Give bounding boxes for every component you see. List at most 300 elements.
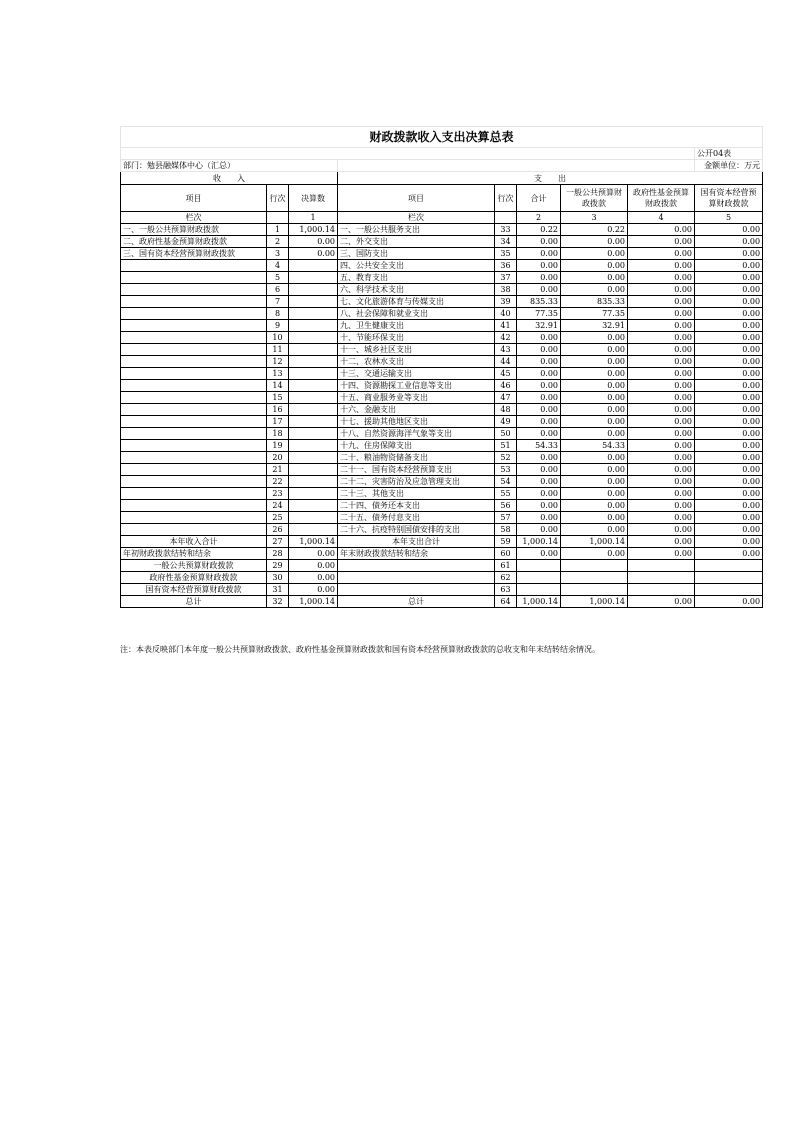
table-row: [121, 500, 763, 512]
income-amount: [289, 452, 338, 464]
table-row: [121, 236, 763, 248]
expense-item: 一、一般公共服务支出: [338, 224, 495, 236]
expense-line-no: 58: [495, 524, 517, 536]
income-item: [121, 440, 267, 452]
income-line-no: 30: [267, 572, 289, 584]
income-item: [121, 428, 267, 440]
expense-line-no: 47: [495, 392, 517, 404]
income-amount: 0.00: [289, 584, 338, 596]
expense-total: 0.00: [517, 236, 561, 248]
expense-item: 总计: [338, 596, 495, 608]
income-section-header: 收 入: [121, 172, 338, 185]
expense-total: 0.00: [517, 548, 561, 560]
expense-fund: [628, 584, 695, 596]
expense-fund: 0.00: [628, 500, 695, 512]
income-line-no: 5: [267, 272, 289, 284]
income-amount: 0.00: [289, 548, 338, 560]
expense-item: 十九、住房保障支出: [338, 440, 495, 452]
income-line-no: 26: [267, 524, 289, 536]
expense-total: 77.35: [517, 308, 561, 320]
expense-state: 0.00: [695, 320, 763, 332]
expense-fund: 0.00: [628, 536, 695, 548]
expense-total: [517, 572, 561, 584]
income-line-no: 15: [267, 392, 289, 404]
expense-total: 0.00: [517, 344, 561, 356]
table-row: [121, 260, 763, 272]
expense-item: 二、外交支出: [338, 236, 495, 248]
col-index-3: 3: [561, 212, 628, 224]
expense-item: 十八、自然资源海洋气象等支出: [338, 428, 495, 440]
expense-fund: 0.00: [628, 320, 695, 332]
expense-general: 0.00: [561, 416, 628, 428]
table-row: [121, 272, 763, 284]
income-amount: [289, 320, 338, 332]
expense-total: 0.22: [517, 224, 561, 236]
expense-item: 三、国防支出: [338, 248, 495, 260]
expense-general: 54.33: [561, 440, 628, 452]
expense-fund: [628, 560, 695, 572]
expense-state: 0.00: [695, 380, 763, 392]
expense-item: 六、科学技术支出: [338, 284, 495, 296]
expense-total: 0.00: [517, 392, 561, 404]
income-line-no: 25: [267, 512, 289, 524]
table-row: [121, 248, 763, 260]
expense-state: [695, 572, 763, 584]
expense-total: 835.33: [517, 296, 561, 308]
expense-total: 0.00: [517, 464, 561, 476]
expense-line-no: 33: [495, 224, 517, 236]
table-row: [121, 416, 763, 428]
table-row: [121, 308, 763, 320]
expense-line-no: 50: [495, 428, 517, 440]
header-final-amount: 决算数: [289, 185, 338, 212]
expense-item: 二十二、灾害防治及应急管理支出: [338, 476, 495, 488]
income-line-no: 18: [267, 428, 289, 440]
expense-fund: 0.00: [628, 512, 695, 524]
expense-fund: 0.00: [628, 272, 695, 284]
income-item: 一般公共预算财政拨款: [121, 560, 267, 572]
table-row: [121, 284, 763, 296]
expense-line-no: 53: [495, 464, 517, 476]
income-item: 总计: [121, 596, 267, 608]
expense-general: 0.00: [561, 332, 628, 344]
income-line-no: 19: [267, 440, 289, 452]
income-amount: [289, 332, 338, 344]
table-row: [121, 332, 763, 344]
expense-general: 0.00: [561, 380, 628, 392]
income-amount: [289, 416, 338, 428]
income-item: [121, 332, 267, 344]
expense-item: 十七、援助其他地区支出: [338, 416, 495, 428]
expense-general: 0.00: [561, 512, 628, 524]
expense-item: 年末财政拨款结转和结余: [338, 548, 495, 560]
expense-fund: 0.00: [628, 428, 695, 440]
expense-total: 1,000.14: [517, 596, 561, 608]
expense-general: 0.00: [561, 452, 628, 464]
income-item: [121, 272, 267, 284]
income-amount: [289, 524, 338, 536]
income-amount: [289, 488, 338, 500]
col-index-5: 5: [695, 212, 763, 224]
expense-line-no: 34: [495, 236, 517, 248]
expense-state: 0.00: [695, 260, 763, 272]
expense-general: [561, 584, 628, 596]
expense-state: 0.00: [695, 500, 763, 512]
expense-state: 0.00: [695, 596, 763, 608]
expense-item: 十二、农林水支出: [338, 356, 495, 368]
income-item: [121, 500, 267, 512]
header-total: 合计: [517, 185, 561, 212]
income-amount: 1,000.14: [289, 536, 338, 548]
expense-fund: 0.00: [628, 368, 695, 380]
table-row: [121, 476, 763, 488]
income-amount: [289, 344, 338, 356]
expense-fund: 0.00: [628, 596, 695, 608]
income-item: [121, 380, 267, 392]
expense-item: 九、卫生健康支出: [338, 320, 495, 332]
budget-table: [120, 126, 763, 608]
expense-general: 0.00: [561, 356, 628, 368]
expense-item: 十一、城乡社区支出: [338, 344, 495, 356]
expense-state: 0.00: [695, 512, 763, 524]
expense-state: 0.00: [695, 224, 763, 236]
expense-state: 0.00: [695, 404, 763, 416]
expense-total: 0.00: [517, 428, 561, 440]
expense-line-no: 51: [495, 440, 517, 452]
income-amount: 1,000.14: [289, 596, 338, 608]
expense-general: 0.00: [561, 464, 628, 476]
expense-item: 二十六、抗疫特别国债安排的支出: [338, 524, 495, 536]
income-amount: [289, 464, 338, 476]
income-line-no: 7: [267, 296, 289, 308]
expense-item: 本年支出合计: [338, 536, 495, 548]
expense-state: 0.00: [695, 488, 763, 500]
table-row: [121, 404, 763, 416]
income-amount: [289, 296, 338, 308]
expense-line-no: 35: [495, 248, 517, 260]
income-amount: [289, 476, 338, 488]
expense-state: 0.00: [695, 524, 763, 536]
table-row: [121, 368, 763, 380]
expense-line-no: 64: [495, 596, 517, 608]
income-line-no: 24: [267, 500, 289, 512]
expense-line-no: 63: [495, 584, 517, 596]
header-expense-line: 行次: [495, 185, 517, 212]
expense-state: 0.00: [695, 368, 763, 380]
expense-fund: 0.00: [628, 296, 695, 308]
expense-state: 0.00: [695, 548, 763, 560]
expense-line-no: 39: [495, 296, 517, 308]
expense-line-no: 44: [495, 356, 517, 368]
income-line-no: 12: [267, 356, 289, 368]
expense-item: 二十三、其他支出: [338, 488, 495, 500]
expense-general: 0.00: [561, 392, 628, 404]
expense-item: 十三、交通运输支出: [338, 368, 495, 380]
expense-state: 0.00: [695, 476, 763, 488]
income-item: [121, 476, 267, 488]
income-line-no: 13: [267, 368, 289, 380]
income-line-no: 27: [267, 536, 289, 548]
expense-fund: 0.00: [628, 416, 695, 428]
table-row: [121, 356, 763, 368]
expense-fund: 0.00: [628, 224, 695, 236]
expense-total: 54.33: [517, 440, 561, 452]
expense-fund: 0.00: [628, 248, 695, 260]
expense-general: 0.00: [561, 548, 628, 560]
income-item: 二、政府性基金预算财政拨款: [121, 236, 267, 248]
income-item: [121, 368, 267, 380]
table-row: [121, 488, 763, 500]
expense-item: 十六、金融支出: [338, 404, 495, 416]
table-row: [121, 524, 763, 536]
summary-row: [121, 548, 763, 560]
income-item: [121, 284, 267, 296]
income-item: 年初财政拨款结转和结余: [121, 548, 267, 560]
expense-total: 0.00: [517, 488, 561, 500]
expense-state: 0.00: [695, 464, 763, 476]
expense-fund: 0.00: [628, 308, 695, 320]
income-line-no: 6: [267, 284, 289, 296]
expense-fund: 0.00: [628, 548, 695, 560]
expense-item: [338, 572, 495, 584]
expense-item: 二十、粮油物资储备支出: [338, 452, 495, 464]
income-item: 国有资本经营预算财政拨款: [121, 584, 267, 596]
income-line-no: 16: [267, 404, 289, 416]
income-amount: 0.00: [289, 560, 338, 572]
expense-line-no: 59: [495, 536, 517, 548]
expense-item: [338, 584, 495, 596]
income-line-no: 32: [267, 596, 289, 608]
table-row: [121, 392, 763, 404]
expense-fund: 0.00: [628, 404, 695, 416]
income-line-no: 23: [267, 488, 289, 500]
expense-total: 0.00: [517, 284, 561, 296]
expense-fund: 0.00: [628, 380, 695, 392]
expense-line-no: 52: [495, 452, 517, 464]
header-general-budget: 一般公共预算财政拨款: [561, 185, 628, 212]
income-item: 本年收入合计: [121, 536, 267, 548]
expense-general: 32.91: [561, 320, 628, 332]
expense-state: 0.00: [695, 248, 763, 260]
expense-line-no: 56: [495, 500, 517, 512]
page-title: 财政拨款收入支出决算总表: [121, 127, 763, 148]
table-row: [121, 320, 763, 332]
income-amount: [289, 392, 338, 404]
footnote: 注：本表反映部门本年度一般公共预算财政拨款、政府性基金预算财政拨款和国有资本经营预算财政拨款的总收支和年末结转结余情况。: [120, 645, 600, 654]
expense-fund: 0.00: [628, 284, 695, 296]
expense-fund: 0.00: [628, 236, 695, 248]
table-row: [121, 428, 763, 440]
expense-general: 0.00: [561, 500, 628, 512]
income-line-no: 4: [267, 260, 289, 272]
expense-general: 835.33: [561, 296, 628, 308]
expense-total: 0.00: [517, 272, 561, 284]
income-amount: [289, 380, 338, 392]
income-line-no: 3: [267, 248, 289, 260]
income-item: [121, 488, 267, 500]
header-income-item: 项目: [121, 185, 267, 212]
expense-general: 0.22: [561, 224, 628, 236]
report-sheet: [120, 126, 762, 608]
income-line-no: 11: [267, 344, 289, 356]
expense-general: 0.00: [561, 476, 628, 488]
summary-row: [121, 584, 763, 596]
expense-line-no: 41: [495, 320, 517, 332]
col-index-2: 2: [517, 212, 561, 224]
header-state-capital: 国有资本经营预算财政拨款: [695, 185, 763, 212]
income-line-no: 1: [267, 224, 289, 236]
income-amount: 0.00: [289, 248, 338, 260]
income-item: [121, 392, 267, 404]
expense-fund: 0.00: [628, 260, 695, 272]
expense-item: 十四、资源勘探工业信息等支出: [338, 380, 495, 392]
table-row: [121, 296, 763, 308]
table-row: [121, 344, 763, 356]
summary-row: [121, 560, 763, 572]
expense-general: 77.35: [561, 308, 628, 320]
expense-line-no: 45: [495, 368, 517, 380]
expense-total: [517, 584, 561, 596]
department-label: 部门：勉县融媒体中心（汇总）: [121, 160, 338, 172]
income-amount: 0.00: [289, 236, 338, 248]
header-expense-item: 项目: [338, 185, 495, 212]
income-item: [121, 356, 267, 368]
expense-general: 0.00: [561, 272, 628, 284]
expense-state: 0.00: [695, 428, 763, 440]
expense-total: 0.00: [517, 332, 561, 344]
income-amount: [289, 500, 338, 512]
expense-general: 0.00: [561, 428, 628, 440]
income-item: 政府性基金预算财政拨款: [121, 572, 267, 584]
col-index-4: 4: [628, 212, 695, 224]
expense-section-header: 支 出: [338, 172, 763, 185]
expense-total: 0.00: [517, 452, 561, 464]
income-amount: [289, 356, 338, 368]
expense-general: 0.00: [561, 260, 628, 272]
header-income-line: 行次: [267, 185, 289, 212]
income-item: [121, 404, 267, 416]
expense-total: 0.00: [517, 248, 561, 260]
expense-state: 0.00: [695, 452, 763, 464]
expense-general: 0.00: [561, 368, 628, 380]
expense-general: 0.00: [561, 284, 628, 296]
expense-line-no: 38: [495, 284, 517, 296]
expense-general: 0.00: [561, 488, 628, 500]
income-line-no: 31: [267, 584, 289, 596]
income-item: [121, 260, 267, 272]
expense-line-no: 60: [495, 548, 517, 560]
expense-total: 0.00: [517, 380, 561, 392]
unit-label: 金额单位：万元: [695, 160, 763, 172]
expense-total: 1,000.14: [517, 536, 561, 548]
income-amount: [289, 428, 338, 440]
expense-line-no: 36: [495, 260, 517, 272]
expense-general: 0.00: [561, 236, 628, 248]
expense-general: 0.00: [561, 524, 628, 536]
expense-general: 1,000.14: [561, 596, 628, 608]
expense-state: 0.00: [695, 392, 763, 404]
income-amount: [289, 512, 338, 524]
income-line-no: 20: [267, 452, 289, 464]
expense-state: 0.00: [695, 440, 763, 452]
expense-total: 0.00: [517, 356, 561, 368]
expense-total: 0.00: [517, 260, 561, 272]
income-amount: [289, 272, 338, 284]
expense-item: 七、文化旅游体育与传媒支出: [338, 296, 495, 308]
expense-item: 五、教育支出: [338, 272, 495, 284]
expense-item: 十五、商业服务业等支出: [338, 392, 495, 404]
table-row: [121, 512, 763, 524]
income-line-no: 17: [267, 416, 289, 428]
expense-general: 0.00: [561, 344, 628, 356]
expense-state: 0.00: [695, 272, 763, 284]
expense-state: 0.00: [695, 296, 763, 308]
income-amount: [289, 368, 338, 380]
table-row: [121, 440, 763, 452]
income-item: [121, 416, 267, 428]
expense-fund: 0.00: [628, 332, 695, 344]
income-line-no: 28: [267, 548, 289, 560]
income-item: [121, 344, 267, 356]
income-line-no: 2: [267, 236, 289, 248]
income-amount: [289, 440, 338, 452]
expense-general: [561, 572, 628, 584]
income-line-no: 29: [267, 560, 289, 572]
income-item: [121, 524, 267, 536]
expense-line-no: 61: [495, 560, 517, 572]
expense-state: 0.00: [695, 356, 763, 368]
income-item: [121, 308, 267, 320]
expense-item: 二十五、债务付息支出: [338, 512, 495, 524]
income-amount: 1,000.14: [289, 224, 338, 236]
expense-item: 四、公共安全支出: [338, 260, 495, 272]
expense-fund: 0.00: [628, 440, 695, 452]
expense-total: 0.00: [517, 404, 561, 416]
col-index-label: 栏次: [121, 212, 267, 224]
expense-total: 32.91: [517, 320, 561, 332]
expense-line-no: 43: [495, 344, 517, 356]
expense-fund: 0.00: [628, 392, 695, 404]
expense-line-no: 37: [495, 272, 517, 284]
expense-total: 0.00: [517, 476, 561, 488]
expense-general: 0.00: [561, 404, 628, 416]
table-row: [121, 224, 763, 236]
income-amount: [289, 260, 338, 272]
income-line-no: 8: [267, 308, 289, 320]
expense-state: 0.00: [695, 332, 763, 344]
income-item: [121, 296, 267, 308]
expense-line-no: 40: [495, 308, 517, 320]
expense-line-no: 54: [495, 476, 517, 488]
expense-line-no: 55: [495, 488, 517, 500]
expense-state: [695, 584, 763, 596]
expense-fund: 0.00: [628, 524, 695, 536]
expense-state: 0.00: [695, 416, 763, 428]
expense-state: 0.00: [695, 536, 763, 548]
income-item: [121, 512, 267, 524]
expense-general: 1,000.14: [561, 536, 628, 548]
expense-state: 0.00: [695, 344, 763, 356]
income-amount: [289, 284, 338, 296]
expense-line-no: 49: [495, 416, 517, 428]
income-item: [121, 320, 267, 332]
expense-total: 0.00: [517, 500, 561, 512]
expense-general: [561, 560, 628, 572]
income-amount: [289, 308, 338, 320]
income-line-no: 22: [267, 476, 289, 488]
expense-total: [517, 560, 561, 572]
income-line-no: 10: [267, 332, 289, 344]
